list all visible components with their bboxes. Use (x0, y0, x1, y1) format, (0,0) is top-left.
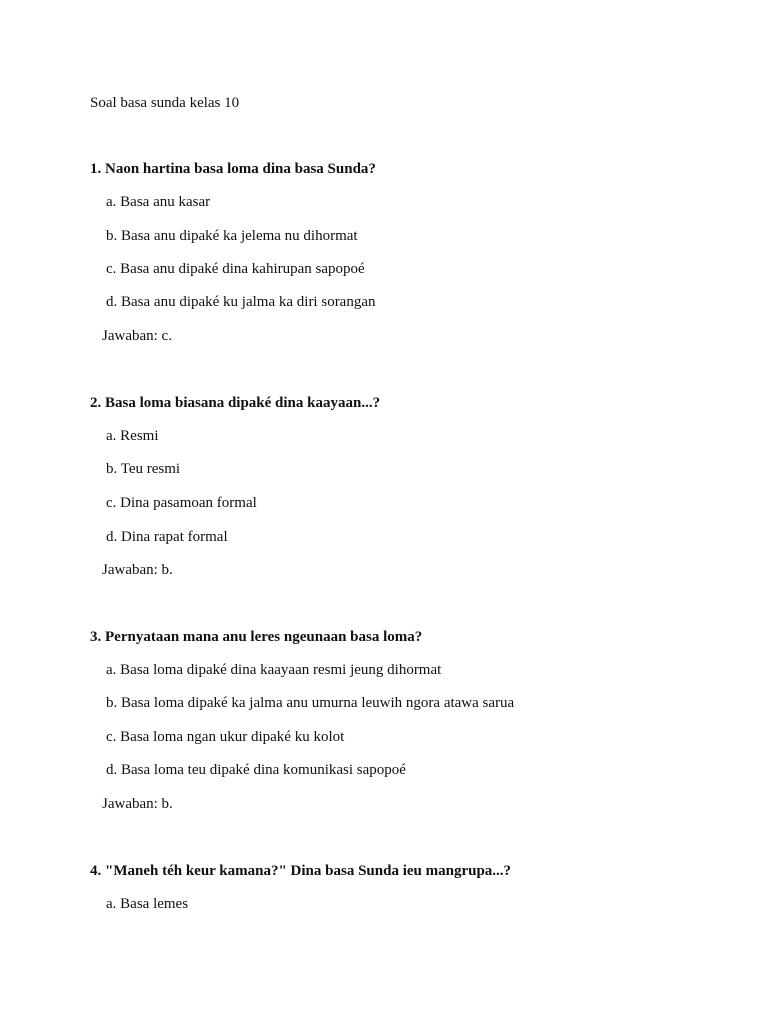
question-3: 3. Pernyataan mana anu leres ngeunaan basa loma? (90, 629, 423, 645)
question-3-option-a: a. Basa loma dipaké dina kaayaan resmi jeung dihormat (106, 662, 442, 678)
question-1: 1. Naon hartina basa loma dina basa Sunda? (90, 161, 376, 177)
question-4-option-a: a. Basa lemes (106, 896, 189, 912)
question-1-option-c: c. Basa anu dipaké dina kahirupan sapopoé (106, 261, 365, 277)
question-1-option-a: a. Basa anu kasar (106, 194, 211, 210)
question-3-option-d: d. Basa loma teu dipaké dina komunikasi sapopoé (106, 762, 406, 778)
question-2-option-c: c. Dina pasamoan formal (106, 495, 257, 511)
question-3-option-c: c. Basa loma ngan ukur dipaké ku kolot (106, 729, 345, 745)
question-1-option-b: b. Basa anu dipaké ka jelema nu dihormat (106, 228, 358, 244)
question-2-option-a: a. Resmi (106, 428, 159, 444)
question-1-option-d: d. Basa anu dipaké ku jalma ka diri sorangan (106, 294, 376, 310)
question-3-answer: Jawaban: b. (102, 796, 173, 812)
question-2: 2. Basa loma biasana dipaké dina kaayaan...? (90, 395, 381, 411)
question-2-answer: Jawaban: b. (102, 562, 173, 578)
question-1-answer: Jawaban: c. (102, 328, 172, 344)
document-title: Soal basa sunda kelas 10 (90, 95, 240, 111)
question-4: 4. "Maneh téh keur kamana?" Dina basa Sunda ieu mangrupa...? (90, 863, 512, 879)
question-3-option-b: b. Basa loma dipaké ka jalma anu umurna leuwih ngora atawa sarua (106, 695, 515, 711)
question-2-option-d: d. Dina rapat formal (106, 529, 228, 545)
question-2-option-b: b. Teu resmi (106, 461, 181, 477)
